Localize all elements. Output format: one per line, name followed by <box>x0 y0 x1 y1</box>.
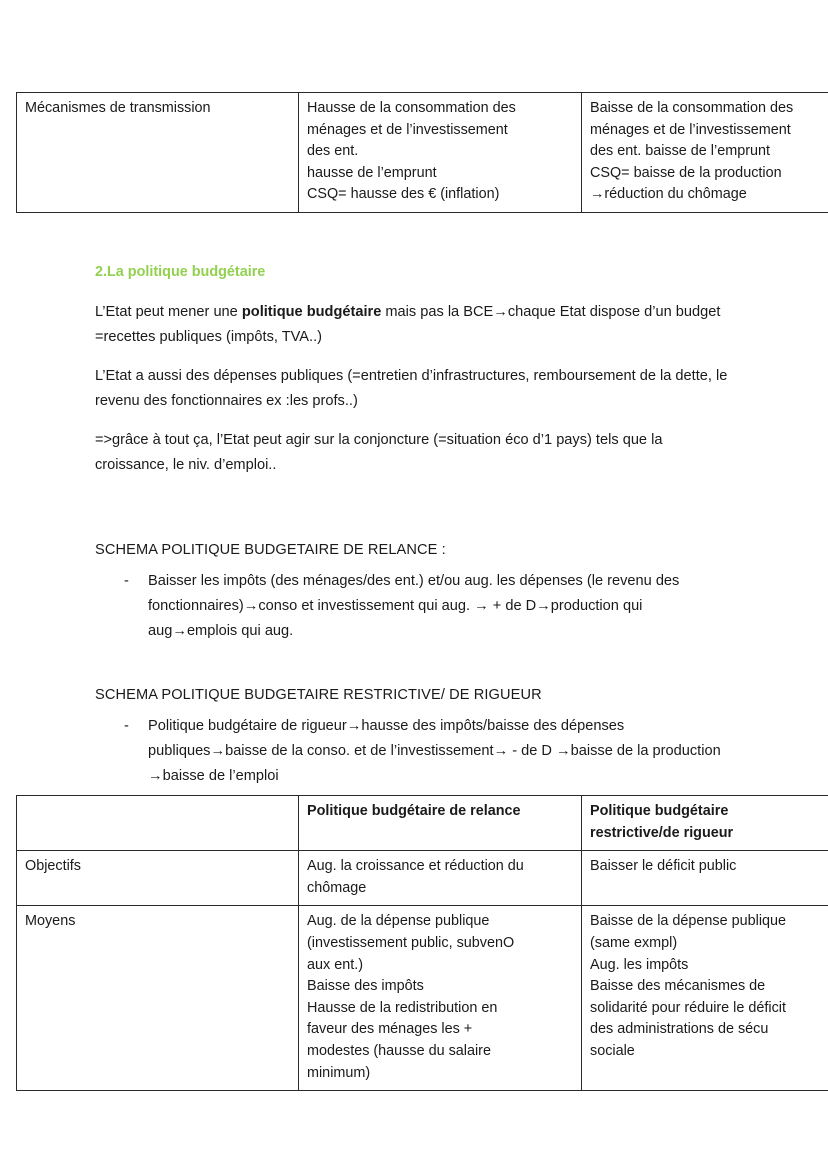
restrictive-cell <box>582 93 828 213</box>
list-item-text: Baisser les impôts (des ménages/des ent.) et/ou aug. les dépenses (le revenu des fonctionnaires)→conso et investissement qui aug. → + de D→production qui aug→emplois qui aug. <box>148 573 680 640</box>
cell-line: ménages et de l’investissement <box>307 121 508 138</box>
schema-rigueur-title: SCHEMA POLITIQUE BUDGETAIRE RESTRICTIVE/ DE RIGUEUR <box>95 686 542 703</box>
cell-line: hausse de l’emprunt <box>307 164 437 181</box>
row-label-moyens: Moyens <box>17 906 299 1091</box>
paragraph-text: L’Etat a aussi des dépenses publiques (=entretien d’infrastructures, remboursement de la dette, le revenu des fonctionnaires ex :les profs..) <box>95 367 728 409</box>
moyens-restrictive-cell <box>582 906 828 1091</box>
schema-relance-title: SCHEMA POLITIQUE BUDGETAIRE DE RELANCE : <box>95 542 446 559</box>
table-header-row <box>17 796 828 851</box>
cell-line: ménages et de l’investissement <box>590 121 791 138</box>
paragraph-text: mais pas la BCE→chaque Etat dispose d’un budget =recettes publiques (impôts, TVA..) <box>95 303 721 345</box>
policy-comparison-table <box>16 795 828 1091</box>
table-row <box>17 906 828 1091</box>
paragraph-conjoncture <box>95 428 735 478</box>
row-label-cell: Mécanismes de transmission <box>17 93 299 213</box>
schema-relance-list <box>95 569 735 644</box>
cell-line: des ent. baisse de l’emprunt <box>590 143 770 160</box>
transmission-mechanisms-table <box>16 92 828 213</box>
table-body <box>17 796 828 1091</box>
cell-line: Baisse de la consommation des <box>590 100 794 116</box>
paragraph-text: L’Etat peut mener une <box>95 303 242 320</box>
cell-line: sociale <box>590 1043 635 1060</box>
expansionary-cell <box>299 93 582 213</box>
cell-line: chômage <box>307 879 367 896</box>
cell-line: minimum) <box>307 1064 371 1081</box>
schema-rigueur-list <box>95 714 735 789</box>
cell-line: Aug. la croissance et réduction du <box>307 858 524 875</box>
vertical-spacer <box>95 492 735 538</box>
objectifs-restrictive-cell <box>582 851 828 906</box>
cell-line: Baisse des mécanismes de <box>590 978 766 995</box>
cell-line: Baisse de la dépense publique <box>590 913 787 930</box>
list-item <box>95 714 735 789</box>
cell-line: Politique budgétaire <box>590 803 729 819</box>
header-restrictive-cell <box>582 796 828 851</box>
paragraph-etat-politique-budgetaire <box>95 300 735 350</box>
cell-line: Aug. de la dépense publique <box>307 913 490 930</box>
row-label-objectifs: Objectifs <box>17 851 299 906</box>
cell-line: restrictive/de rigueur <box>590 824 734 841</box>
cell-line: CSQ= baisse de la production <box>590 164 782 181</box>
cell-line: Hausse de la consommation des <box>307 100 516 116</box>
emphasis-text: politique budgétaire <box>241 303 382 320</box>
table-row <box>17 93 828 213</box>
cell-line: CSQ= hausse des € (inflation) <box>307 186 500 203</box>
list-item <box>95 569 735 644</box>
cell-line: (same exmpl) <box>590 935 678 952</box>
paragraph-depenses-publiques <box>95 364 735 414</box>
cell-line: aux ent.) <box>307 956 363 973</box>
cell-line: Baisse des impôts <box>307 978 424 995</box>
table-row <box>17 851 828 906</box>
cell-line: Politique budgétaire de relance <box>307 803 521 819</box>
table-body <box>17 93 828 213</box>
paragraph-text: =>grâce à tout ça, l’Etat peut agir sur la conjoncture (=situation éco d’1 pays) tels que la croissance, le niv. d’emploi.. <box>95 431 663 474</box>
cell-line: (investissement public, subvenO <box>307 935 515 952</box>
content-column <box>95 262 735 791</box>
section-heading: 2.La politique budgétaire <box>95 264 266 280</box>
cell-line: Hausse de la redistribution en <box>307 999 498 1016</box>
header-empty-cell <box>17 796 299 851</box>
vertical-spacer <box>95 647 735 683</box>
cell-line: des administrations de sécu <box>590 1021 769 1038</box>
cell-line: faveur des ménages les + <box>307 1021 473 1038</box>
moyens-expansionary-cell <box>299 906 582 1091</box>
cell-line: solidarité pour réduire le déficit <box>590 999 786 1016</box>
list-item-text: Politique budgétaire de rigueur→hausse des impôts/baisse des dépenses publiques→baisse de la conso. et de l’investissement→ - de D →baisse de la production →baisse de l’emploi <box>148 717 721 784</box>
cell-line: des ent. <box>307 143 359 160</box>
objectifs-expansionary-cell <box>299 851 582 906</box>
cell-line: modestes (hausse du salaire <box>307 1043 491 1060</box>
header-expansionary-cell <box>299 796 582 851</box>
dash-bullet-marker: - <box>124 717 129 734</box>
dash-bullet-marker: - <box>124 573 129 590</box>
cell-line: Aug. les impôts <box>590 956 689 973</box>
cell-line: →réduction du chômage <box>590 186 747 203</box>
cell-line: Baisser le déficit public <box>590 858 737 875</box>
